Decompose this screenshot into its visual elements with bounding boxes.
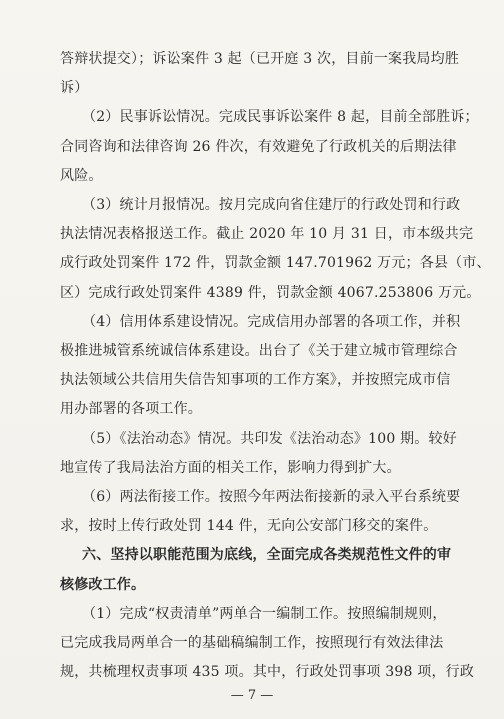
text-line: （5）《法治动态》情况。共印发《法治动态》100 期。较好: [82, 431, 457, 447]
text-line: 执法领域公共信用失信告知事项的工作方案》，并按照完成市信: [60, 372, 451, 388]
text-line: 求，按时上传行政处罚 144 件，无向公安部门移交的案件。: [60, 518, 438, 534]
text-line: （2）民事诉讼情况。完成民事诉讼案件 8 起，目前全部胜诉；: [82, 109, 479, 125]
text-line: 合同咨询和法律咨询 26 件次，有效避免了行政机关的后期法律: [60, 139, 457, 155]
text-line: 地宣传了我局法治方面的相关工作，影响力得到扩大。: [60, 460, 401, 476]
text-line: 规，共梳理权责事项 435 项。其中，行政处罚事项 398 项，行政: [60, 664, 475, 680]
text-line: （1）完成“权责清单”两单合一编制工作。按照编制规则，: [82, 606, 447, 622]
text-line: 执法情况表格报送工作。截止 2020 年 10 月 31 日，市本级共完: [60, 226, 474, 242]
text-line: 已完成我局两单合一的基础稿编制工作，按照现行有效法律法: [60, 635, 444, 651]
section-heading: 核修改工作。: [60, 577, 146, 593]
text-line: 极推进城管系统诚信体系建设。出台了《关于建立城市管理综合: [60, 343, 458, 359]
text-line: （4）信用体系建设情况。完成信用办部署的各项工作，并积: [82, 314, 461, 330]
text-line: 诉）: [60, 80, 89, 96]
text-line: 成行政处罚案件 172 件，罚款金额 147.701962 万元；各县（市、: [60, 255, 491, 271]
section-heading: 六、坚持以职能范围为底线，全面完成各类规范性文件的审: [82, 547, 452, 563]
text-line: （6）两法衔接工作。按照今年两法衔接新的录入平台系统要: [82, 489, 461, 505]
text-line: 答辩状提交）；诉讼案件 3 起（已开庭 3 次，目前一案我局均胜: [60, 51, 460, 67]
text-line: 风险。: [60, 168, 103, 184]
page-number: — 7 —: [230, 688, 274, 703]
text-line: 用办部署的各项工作。: [60, 401, 202, 417]
text-line: 区）完成行政处罚案件 4389 件，罚款金额 4067.253806 万元。: [60, 285, 481, 301]
text-line: （3）统计月报情况。按月完成向省住建厅的行政处罚和行政: [82, 197, 461, 213]
